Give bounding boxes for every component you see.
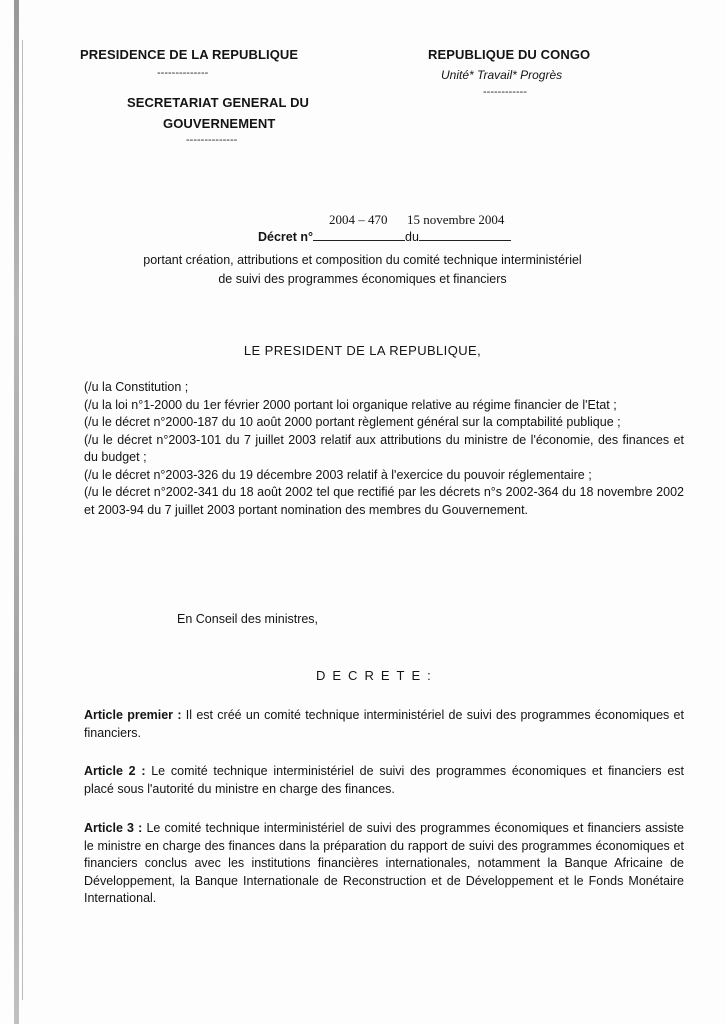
article-label: Article 2 :	[84, 764, 146, 778]
binding-edge	[14, 0, 19, 1024]
visa-item: (/u la loi n°1-2000 du 1er février 2000 portant loi organique relative au régime financier de l'Etat ;	[84, 397, 617, 412]
decree-subject	[60, 251, 665, 289]
decree-date: 15 novembre 2004	[406, 212, 505, 227]
decrete-heading: DECRETE:	[316, 668, 438, 683]
binding-line	[22, 40, 23, 1000]
header-motto: Unité* Travail* Progrès	[441, 68, 563, 82]
header-presidence: PRESIDENCE DE LA REPUBLIQUE	[80, 47, 299, 62]
article-1	[84, 707, 684, 742]
visas-block	[84, 379, 684, 519]
decree-number-field	[313, 212, 405, 241]
visa-item: (/u le décret n°2000-187 du 10 août 2000 portant règlement général sur la comptabilité publique ;	[84, 415, 621, 429]
president-heading: LE PRESIDENT DE LA REPUBLIQUE,	[243, 343, 482, 358]
visa-item: (/u le décret n°2002-341 du 18 août 2002 tel que rectifié par les décrets n°s 2002-364 du 18 novembre 2002 et 2003-94 du 7 juillet 2003 portant nomination des membres du Gouvernement.	[84, 485, 684, 517]
decree-label: Décret n°	[258, 230, 314, 244]
article-label: Article 3 :	[84, 821, 143, 835]
article-text: Il est créé un comité technique interministériel de suivi des programmes économiques et financiers.	[84, 708, 684, 740]
decree-number-line	[258, 212, 511, 244]
article-2	[84, 763, 684, 798]
decree-number: 2004 – 470	[329, 212, 388, 227]
visa-item: (/u le décret n°2003-326 du 19 décembre 2003 relatif à l'exercice du pouvoir réglementaire ;	[84, 467, 592, 482]
conseil-line: En Conseil des ministres,	[177, 612, 319, 626]
subject-line-2: de suivi des programmes économiques et financiers	[218, 272, 507, 286]
header-right-dash: ------------	[483, 86, 527, 98]
header-secretariat-line1: SECRETARIAT GENERAL DU	[127, 95, 310, 110]
header-secretariat-line2: GOUVERNEMENT	[163, 116, 276, 131]
header-republique: REPUBLIQUE DU CONGO	[428, 47, 591, 62]
article-label: Article premier :	[84, 708, 182, 722]
header-sg-dash: --------------	[186, 134, 238, 146]
article-3	[84, 820, 684, 908]
article-text: Le comité technique interministériel de suivi des programmes économiques et financiers assiste le ministre en charge des finances dans la préparation du rapport de suivi des programmes économiques et financiers conclus avec les institutions financières internationales, notamment la Banque Africaine de Développement, la Banque Internationale de Reconstruction et de Développement et le Fonds Monétaire International.	[84, 821, 684, 905]
decree-du: du	[405, 230, 419, 244]
subject-line-1: portant création, attributions et composition du comité technique interministériel	[143, 253, 582, 267]
header-left-dash: --------------	[157, 67, 209, 79]
article-text: Le comité technique interministériel de suivi des programmes économiques et financiers est placé sous l'autorité du ministre en charge des finances.	[84, 764, 684, 796]
visa-item: (/u le décret n°2003-101 du 7 juillet 2003 relatif aux attributions du ministre de l'économie, des finances et du budget ;	[84, 432, 684, 464]
visa-item: (/u la Constitution ;	[84, 380, 189, 394]
